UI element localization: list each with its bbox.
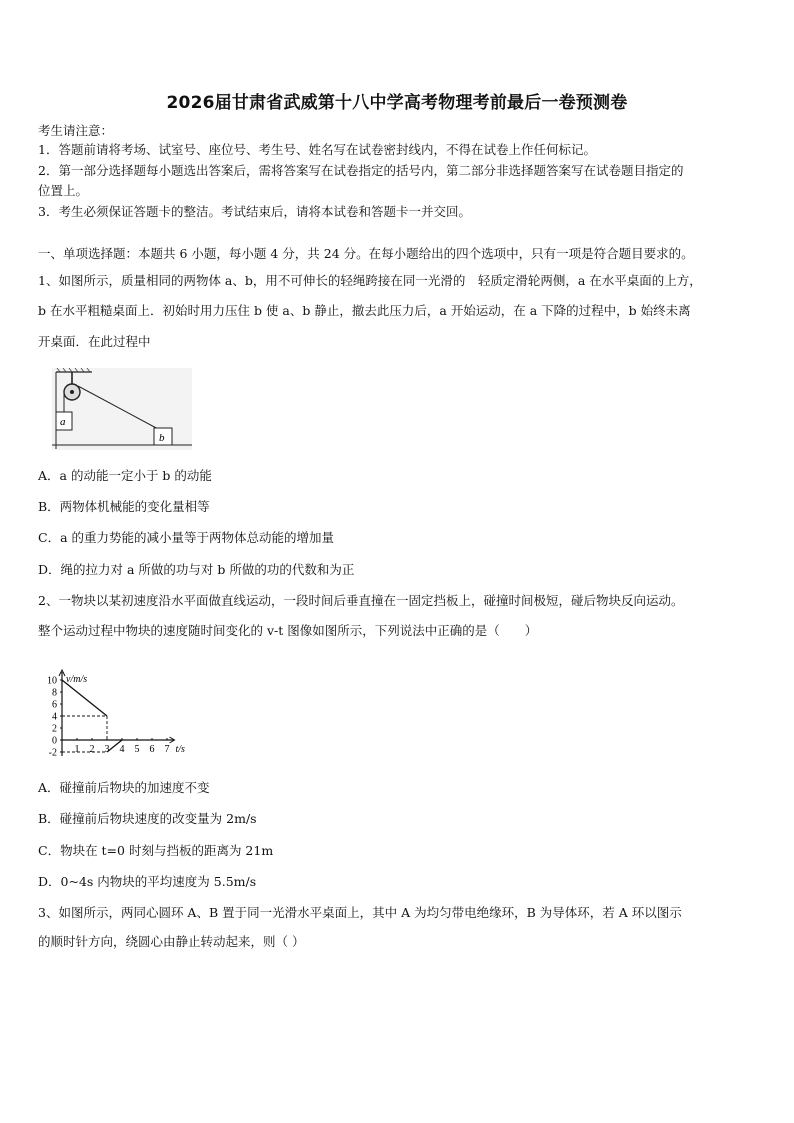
- q1-option-c: C．a 的重力势能的减小量等于两物体总动能的增加量: [38, 530, 334, 545]
- notice-item-2-cont: 位置上。: [38, 183, 89, 198]
- notice-item-2: 2．第一部分选择题每小题选出答案后，需将答案写在试卷指定的括号内，第二部分非选择题答案写在试卷题目指定的: [38, 163, 684, 178]
- x-tick-label: 3: [104, 744, 110, 755]
- q2-option-c: C．物块在 t=0 时刻与挡板的距离为 21m: [38, 843, 274, 858]
- q2-line-1: 2、一物块以某初速度沿水平面做直线运动，一段时间后垂直撞在一固定挡板上，碰撞时间极短，碰后物块反向运动。: [38, 593, 684, 608]
- x-tick-label: 4: [119, 744, 125, 755]
- block-b-label: b: [159, 432, 165, 444]
- x-tick-label: 1: [74, 744, 80, 755]
- q1-pulley-figure: [52, 368, 192, 450]
- q1-option-b: B．两物体机械能的变化量相等: [38, 499, 210, 514]
- y-axis-label: v/m/s: [66, 674, 88, 685]
- q2-line-2: 整个运动过程中物块的速度随时间变化的 v-t 图像如图所示，下列说法中正确的是（ ）: [38, 623, 538, 638]
- q2-option-b: B．碰撞前后物块速度的改变量为 2m/s: [38, 811, 257, 826]
- y-tick-label: 6: [52, 699, 57, 711]
- y-tick-label: 4: [52, 711, 57, 723]
- x-tick-label: 7: [164, 744, 170, 755]
- q3-line-1: 3、如图所示，两同心圆环 A、B 置于同一光滑水平桌面上，其中 A 为均匀带电绝缘环，B 为导体环，若 A 环以图示: [38, 905, 682, 920]
- q1-option-d: D．绳的拉力对 a 所做的功与对 b 所做的功的代数和为正: [38, 562, 355, 577]
- block-a-label: a: [60, 416, 66, 428]
- section-heading: 一、单项选择题：本题共 6 小题，每小题 4 分，共 24 分。在每小题给出的四个选项中，只有一项是符合题目要求的。: [38, 246, 694, 261]
- vt-chart: [38, 652, 198, 764]
- x-tick-label: 5: [134, 744, 140, 755]
- x-axis-label: t/s: [175, 744, 185, 755]
- q3-line-2: 的顺时针方向，绕圆心由静止转动起来，则（ ）: [38, 934, 305, 949]
- page-title: 2026届甘肃省武威第十八中学高考物理考前最后一卷预测卷: [166, 93, 628, 113]
- notice-item-1: 1．答题前请将考场、试室号、座位号、考生号、姓名写在试卷密封线内，不得在试卷上作任何标记。: [38, 142, 596, 157]
- y-tick-label: -2: [48, 747, 57, 759]
- q1-line-3: 开桌面．在此过程中: [38, 334, 151, 349]
- q1-line-2: b 在水平粗糙桌面上．初始时用力压住 b 使 a、b 静止，撤去此压力后，a 开始运动，在 a 下降的过程中，b 始终未离: [38, 303, 691, 318]
- y-tick-label: 10: [47, 675, 57, 687]
- q1-option-a: A．a 的动能一定小于 b 的动能: [38, 468, 212, 483]
- x-tick-label: 6: [149, 744, 155, 755]
- q2-option-a: A．碰撞前后物块的加速度不变: [38, 780, 210, 795]
- x-tick-label: 2: [89, 744, 95, 755]
- y-tick-label: 8: [52, 687, 57, 699]
- q1-line-1: 1、如图所示，质量相同的两物体 a、b，用不可伸长的轻绳跨接在同一光滑的 轻质定滑轮两侧，a 在水平桌面的上方，: [38, 273, 702, 288]
- series-line-1: [62, 680, 107, 716]
- y-tick-label: 0: [52, 735, 57, 747]
- notice-heading: 考生请注意：: [38, 123, 114, 138]
- notice-item-3: 3．考生必须保证答题卡的整洁。考试结束后，请将本试卷和答题卡一并交回。: [38, 204, 471, 219]
- y-tick-label: 2: [52, 723, 57, 735]
- q2-option-d: D．0~4s 内物块的平均速度为 5.5m/s: [38, 874, 257, 889]
